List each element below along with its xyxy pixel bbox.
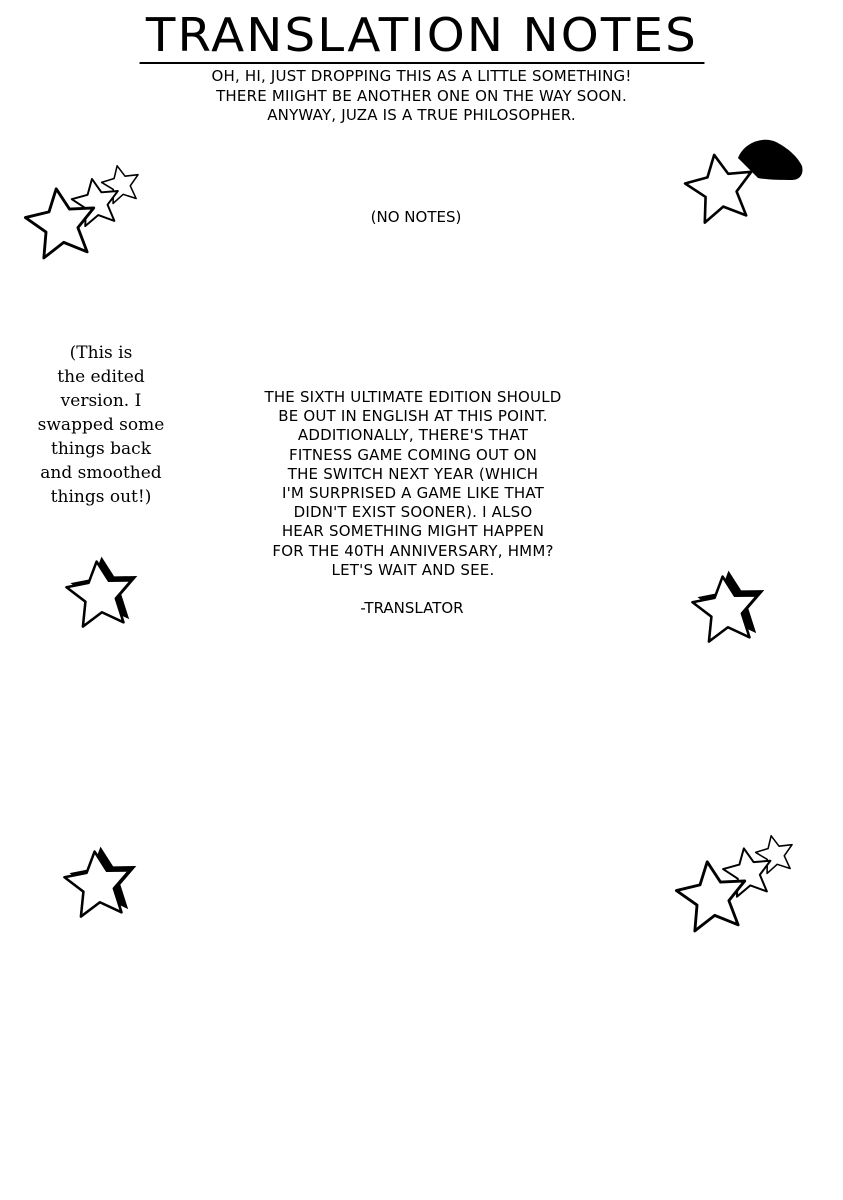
side-note [20, 341, 182, 509]
body-line: LET'S WAIT AND SEE. [331, 560, 495, 579]
side-note-line: version. I [60, 391, 142, 411]
no-notes-label: (NO NOTES) [370, 208, 462, 226]
body-line: I'M SURPRISED A GAME LIKE THAT [281, 484, 545, 503]
star-shadow-icon [682, 562, 774, 652]
star-shadow-icon [56, 546, 148, 636]
shooting-star-icon [680, 136, 806, 232]
side-note-line: the edited [57, 367, 145, 387]
body-line: ADDITIONALLY, THERE'S THAT [297, 426, 529, 445]
body-line: THE SIXTH ULTIMATE EDITION SHOULD [264, 388, 562, 406]
star-trio-icon [672, 828, 802, 938]
side-note-line: swapped some [37, 415, 165, 435]
star-shadow-icon [54, 836, 146, 926]
side-note-line: (This is [69, 343, 133, 363]
body-line: THE SWITCH NEXT YEAR (WHICH [287, 464, 539, 483]
translator-note-body [232, 388, 594, 580]
body-line: DIDN'T EXIST SOONER). I ALSO [293, 503, 533, 522]
side-note-line: things out!) [50, 487, 152, 507]
side-note-line: and smoothed [40, 463, 162, 483]
intro-line: ANYWAY, JUZA IS A TRUE PHILOSOPHER. [267, 106, 576, 124]
body-line: HEAR SOMETHING MIGHT HAPPEN [281, 522, 545, 541]
body-line: FITNESS GAME COMING OUT ON [289, 445, 537, 464]
side-note-line: things back [50, 439, 152, 459]
star-trio-icon [18, 158, 148, 268]
signature: -TRANSLATOR [360, 599, 464, 617]
intro-line: THERE MIIGHT BE ANOTHER ONE ON THE WAY SOON. [216, 86, 627, 105]
body-line: FOR THE 40TH ANNIVERSARY, HMM? [272, 541, 554, 560]
intro-line: OH, HI, JUST DROPPING THIS AS A LITTLE SOMETHING! [211, 67, 632, 85]
intro-text [120, 67, 723, 126]
body-line: BE OUT IN ENGLISH AT THIS POINT. [278, 407, 548, 426]
page-title: TRANSLATION NOTES [0, 8, 843, 64]
